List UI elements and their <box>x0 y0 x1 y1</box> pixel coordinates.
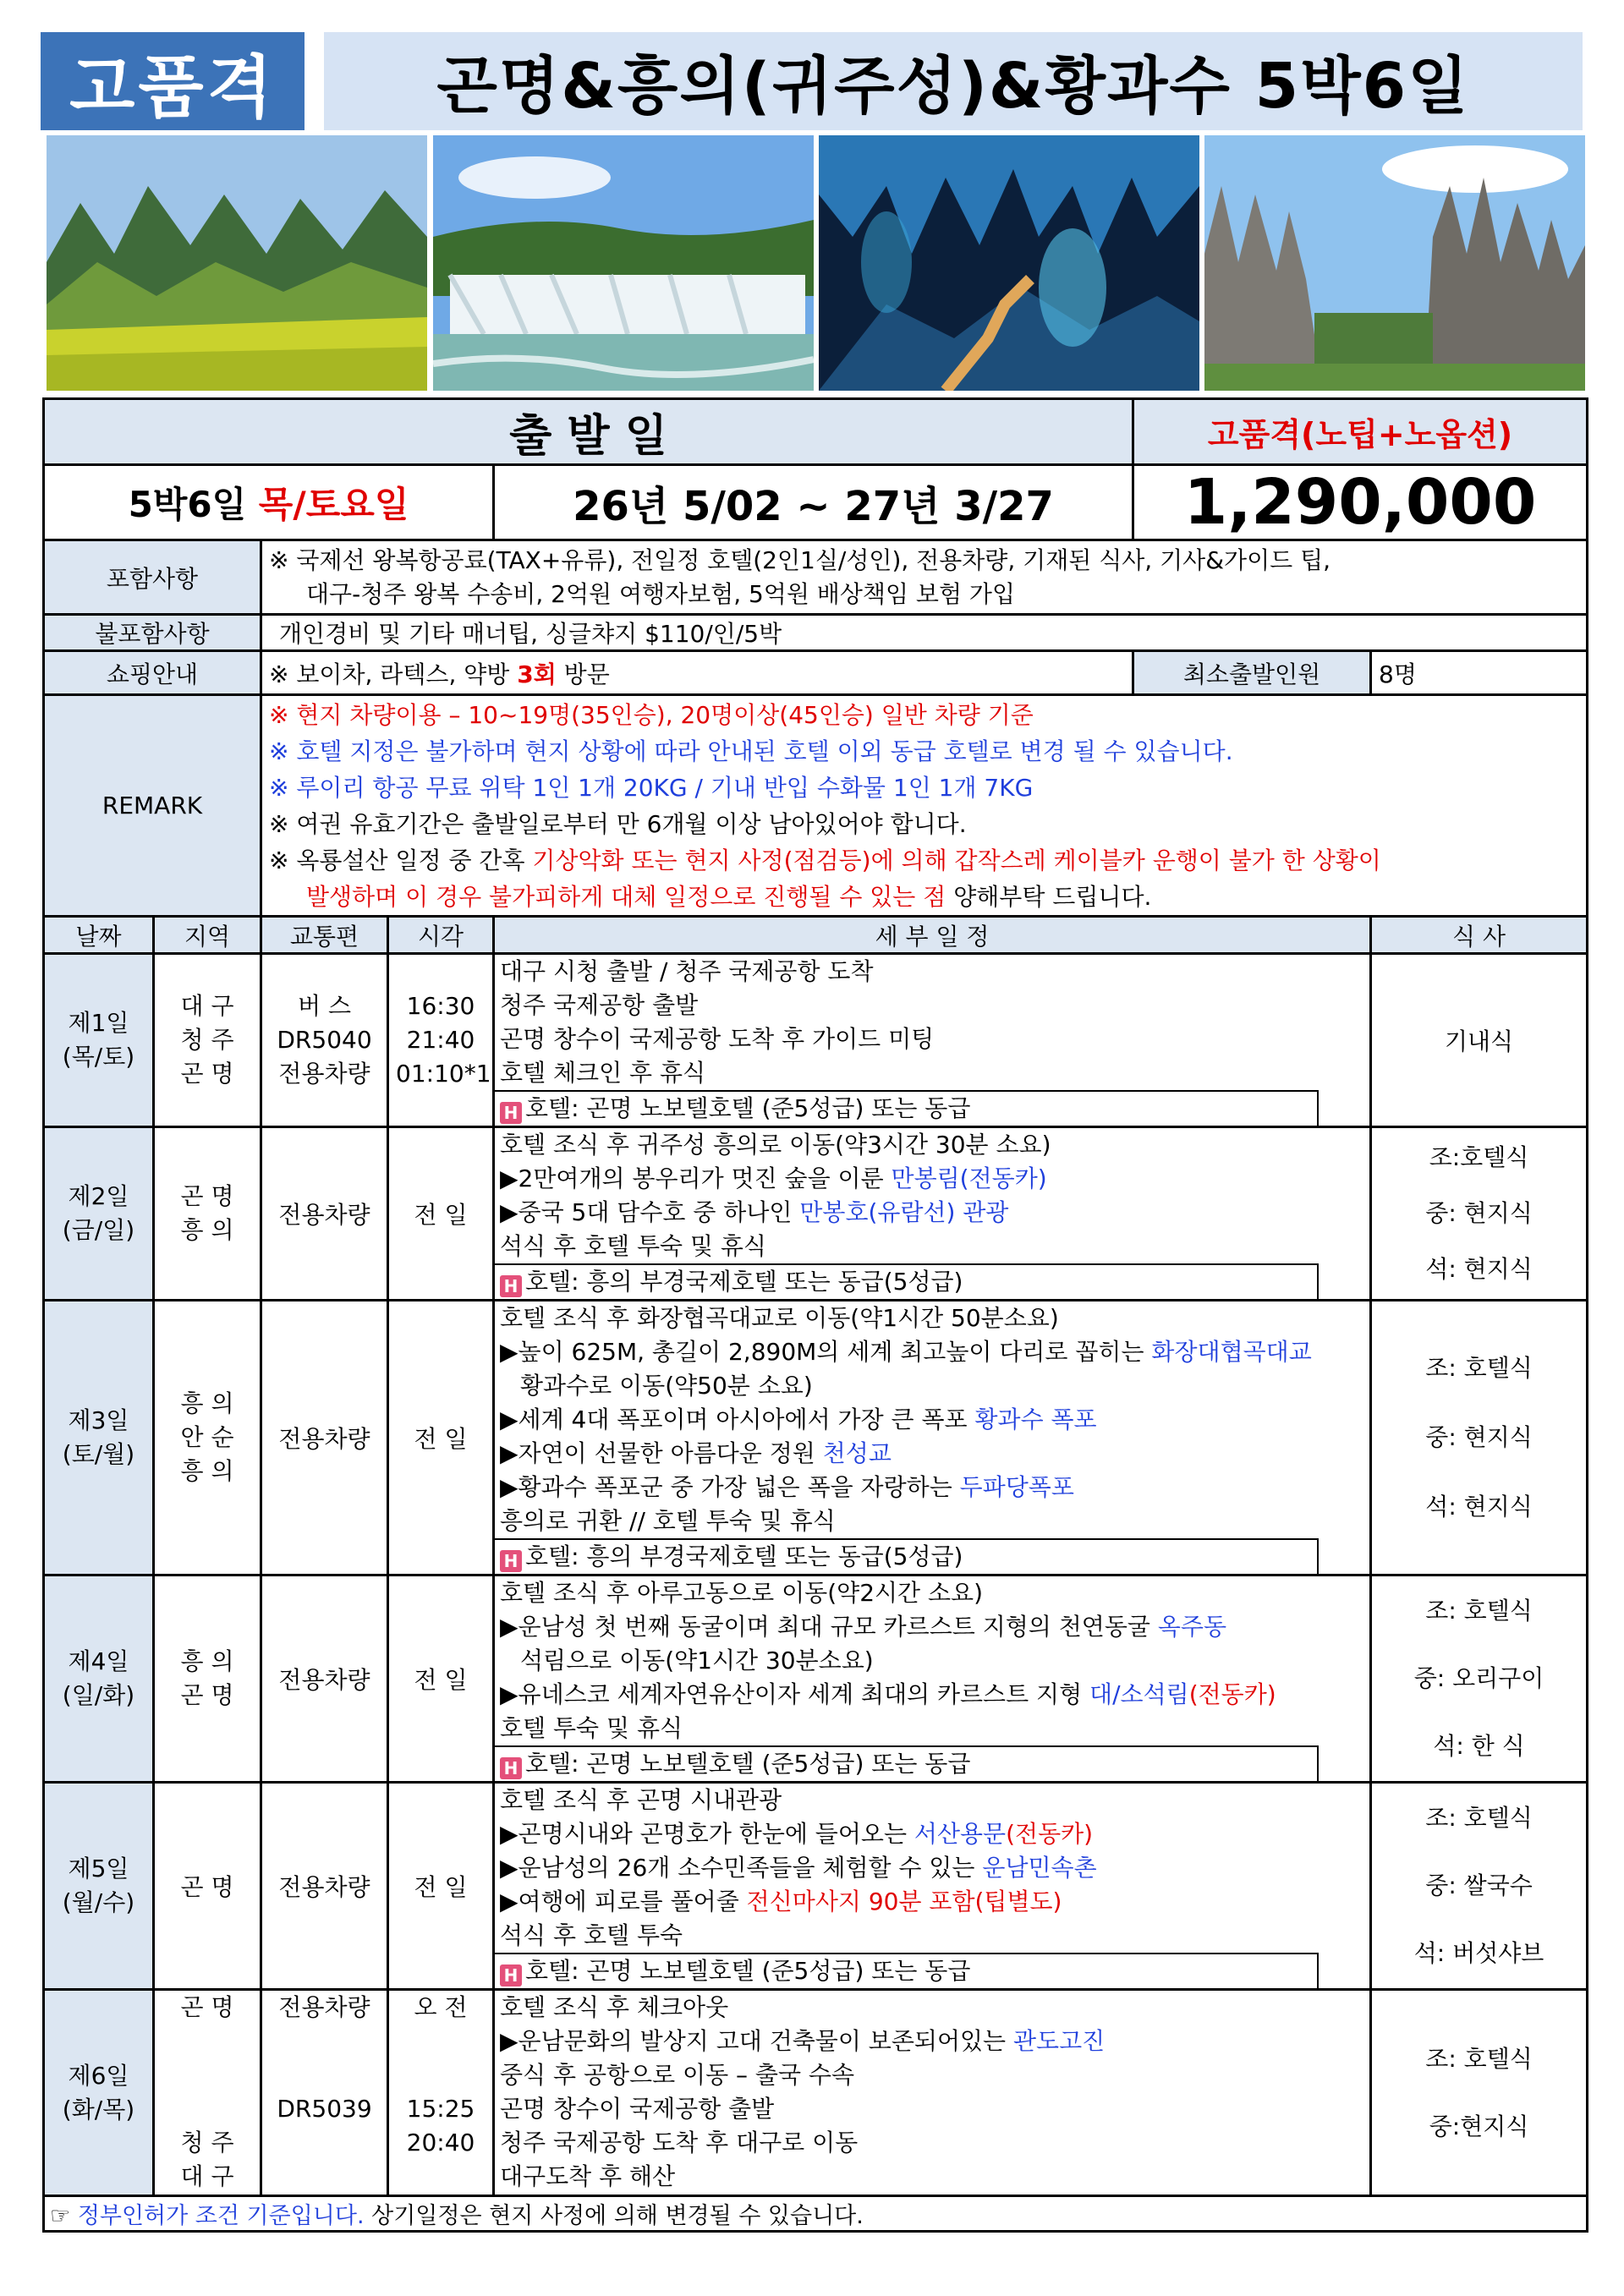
waterfall-photo <box>433 135 814 391</box>
day-cell: 제2일 (금/일) <box>44 1127 154 1301</box>
excludes-label: 불포함사항 <box>44 615 261 651</box>
footer-note: ☞ 정부인허가 조건 기준입니다. 상기일정은 현지 사정에 의해 변경될 수 있습니다. <box>44 2196 1588 2232</box>
day-cell: 제5일 (월/수) <box>44 1783 154 1990</box>
day-cell: 제6일 (화/목) <box>44 1990 154 2196</box>
table-row <box>44 1783 1588 1990</box>
transport-cell: 전용차량 <box>261 1575 388 1783</box>
col-detail: 세 부 일 정 <box>494 917 1371 954</box>
detail-cell: 대구 시청 출발 / 청주 국제공항 도착 청주 국제공항 출발 곤명 창수이 국제공항 도착 후 가이드 미팅 호텔 체크인 후 휴식 H 호텔: 곤명 노보텔호텔 (준5성급) 또는 동급 <box>494 954 1371 1127</box>
includes-label: 포함사항 <box>44 540 261 615</box>
departure-header: 출 발 일 <box>44 399 1133 465</box>
page-title: 곤명&흥의(귀주성)&황과수 5박6일 <box>324 32 1583 130</box>
table-row <box>44 1301 1588 1575</box>
transport-cell: 버 스 DR5040 전용차량 <box>261 954 388 1127</box>
pointing-hand-icon: ☞ <box>50 2203 71 2229</box>
day-cell: 제3일 (토/월) <box>44 1301 154 1575</box>
stone-forest-photo <box>1204 135 1585 391</box>
hotel-icon: H <box>500 1757 522 1779</box>
includes-text: ※ 국제선 왕복항공료(TAX+유류), 전일정 호텔(2인1실/성인), 전용차량, 기재된 식사, 기사&가이드 팁, 대구-청주 왕복 수송비, 2억원 여행자보험, 5억원 배상책임 보험 가입 <box>261 540 1588 615</box>
departure-days <box>44 465 494 540</box>
table-row <box>44 1990 1588 2196</box>
col-transport: 교통편 <box>261 917 388 954</box>
hotel-icon: H <box>500 1550 522 1572</box>
col-time: 시각 <box>388 917 494 954</box>
region-cell: 대 구 청 주 곤 명 <box>154 954 261 1127</box>
meal-cell: 조:호텔식 중: 현지식 석: 현지식 <box>1371 1127 1588 1301</box>
duration: 5박6일 <box>128 484 247 525</box>
detail-cell: 호텔 조식 후 화장협곡대교로 이동(약1시간 50분소요) ▶높이 625M, 총길이 2,890M의 세계 최고높이 다리로 꼽히는 화장대협곡대교 황과수로 이동(약50분 소요) ▶세계 4대 폭포이며 아시아에서 가장 큰 폭포 황과수 폭포 ▶자연이 선물한 아름다운 정원 천성교 ▶황과수 폭포군 중 가장 넓은 폭을 자랑하는 두파당폭포 흥의로 귀환 // 호텔 투숙 및 휴식 H 호텔: 흥의 부경국제호텔 또는 동급(5성급) <box>494 1301 1371 1575</box>
region-cell: 흥 의 곤 명 <box>154 1575 261 1783</box>
region-cell: 곤 명 흥 의 <box>154 1127 261 1301</box>
grade-badge: 고품격 <box>41 32 304 130</box>
meal-cell: 조: 호텔식 중: 오리구이 석: 한 식 <box>1371 1575 1588 1783</box>
detail-cell: 호텔 조식 후 아루고동으로 이동(약2시간 소요) ▶운남성 첫 번째 동굴이며 최대 규모 카르스트 지형의 천연동굴 옥주동 석림으로 이동(약1시간 30분소요) ▶유네스코 세계자연유산이자 세계 최대의 카르스트 지형 대/소석림(전동카) 호텔 투숙 및 휴식 H 호텔: 곤명 노보텔호텔 (준5성급) 또는 동급 <box>494 1575 1371 1783</box>
time-cell: 전 일 <box>388 1127 494 1301</box>
region-cell: 흥 의 안 순 흥 의 <box>154 1301 261 1575</box>
transport-cell: 전용차량 <box>261 1301 388 1575</box>
time-cell: 전 일 <box>388 1575 494 1783</box>
day-cell: 제1일 (목/토) <box>44 954 154 1127</box>
min-departure-value: 8명 <box>1371 651 1588 695</box>
time-cell: 오 전 15:25 20:40 <box>388 1990 494 2196</box>
meal-cell: 조: 호텔식 중: 쌀국수 석: 버섯샤브 <box>1371 1783 1588 1990</box>
transport-cell: 전용차량 DR5039 <box>261 1990 388 2196</box>
excludes-text: 개인경비 및 기타 매너팁, 싱글챠지 $110/인/5박 <box>261 615 1588 651</box>
time-cell: 전 일 <box>388 1301 494 1575</box>
shopping-label: 쇼핑안내 <box>44 651 261 695</box>
time-cell: 전 일 <box>388 1783 494 1990</box>
min-departure-label: 최소출발인원 <box>1133 651 1371 695</box>
table-row <box>44 1575 1588 1783</box>
meal-cell: 조: 호텔식 중:현지식 <box>1371 1990 1588 2196</box>
col-day: 날짜 <box>44 917 154 954</box>
transport-cell: 전용차량 <box>261 1783 388 1990</box>
col-region: 지역 <box>154 917 261 954</box>
day-cell: 제4일 (일/화) <box>44 1575 154 1783</box>
remark-text: ※ 현지 차량이용 – 10~19명(35인승), 20명이상(45인승) 일반 차량 기준 ※ 호텔 지정은 불가하며 현지 상황에 따라 안내된 호텔 이외 동급 호텔로 변경 될 수 있습니다. ※ 루이리 항공 무료 위탁 1인 1개 20KG / 기내 반입 수화물 1인 1개 7KG ※ 여권 유효기간은 출발일로부터 만 6개월 이상 남아있어야 합니다. ※ 옥룡설산 일정 중 간혹 기상악화 또는 현지 사정(점검등)에 의해 갑작스레 케이블카 운행이 불가 한 상황이 발생하며 이 경우 불가피하게 대체 일정으로 진행될 수 있는 점 양해부탁 드립니다. <box>261 695 1588 917</box>
time-cell: 16:30 21:40 01:10*1 <box>388 954 494 1127</box>
region-cell: 곤 명 <box>154 1783 261 1990</box>
region-cell: 곤 명 청 주 대 구 <box>154 1990 261 2196</box>
detail-cell: 호텔 조식 후 곤명 시내관광 ▶곤명시내와 곤명호가 한눈에 들어오는 서산용문(전동카) ▶운남성의 26개 소수민족들을 체험할 수 있는 운남민속촌 ▶여행에 피로를 풀어줄 전신마사지 90분 포함(팁별도) 석식 후 호텔 투숙 H 호텔: 곤명 노보텔호텔 (준5성급) 또는 동급 <box>494 1783 1371 1990</box>
cave-photo <box>819 135 1199 391</box>
table-row <box>44 1127 1588 1301</box>
table-row <box>44 954 1588 1127</box>
transport-cell: 전용차량 <box>261 1127 388 1301</box>
remark-label: REMARK <box>44 695 261 917</box>
hotel-icon: H <box>500 1102 522 1124</box>
meal-cell: 조: 호텔식 중: 현지식 석: 현지식 <box>1371 1301 1588 1575</box>
departure-period: 26년 5/02 ~ 27년 3/27 <box>494 465 1133 540</box>
meal-cell: 기내식 <box>1371 954 1588 1127</box>
price: 1,290,000 <box>1133 465 1588 540</box>
hotel-icon: H <box>500 1275 522 1297</box>
detail-cell: 호텔 조식 후 귀주성 흥의로 이동(약3시간 30분 소요) ▶2만여개의 봉우리가 멋진 숲을 이룬 만봉림(전동카) ▶중국 5대 담수호 중 하나인 만봉호(유람선) 관광 석식 후 호텔 투숙 및 휴식 H 호텔: 흥의 부경국제호텔 또는 동급(5성급) <box>494 1127 1371 1301</box>
karst-field-photo <box>47 135 427 391</box>
shopping-text: ※ 보이차, 라텍스, 약방 3회 방문 <box>261 651 1133 695</box>
hotel-icon: H <box>500 1964 522 1986</box>
weekdays: 목/토요일 <box>258 484 409 525</box>
grade-label: 고품격(노팁+노옵션) <box>1133 399 1588 465</box>
detail-cell: 호텔 조식 후 체크아웃 ▶운남문화의 발상지 고대 건축물이 보존되어있는 관도고진 중식 후 공항으로 이동 – 출국 수속 곤명 창수이 국제공항 출발 청주 국제공항 도착 후 대구로 이동 대구도착 후 해산 <box>494 1990 1371 2196</box>
col-meal: 식 사 <box>1371 917 1588 954</box>
